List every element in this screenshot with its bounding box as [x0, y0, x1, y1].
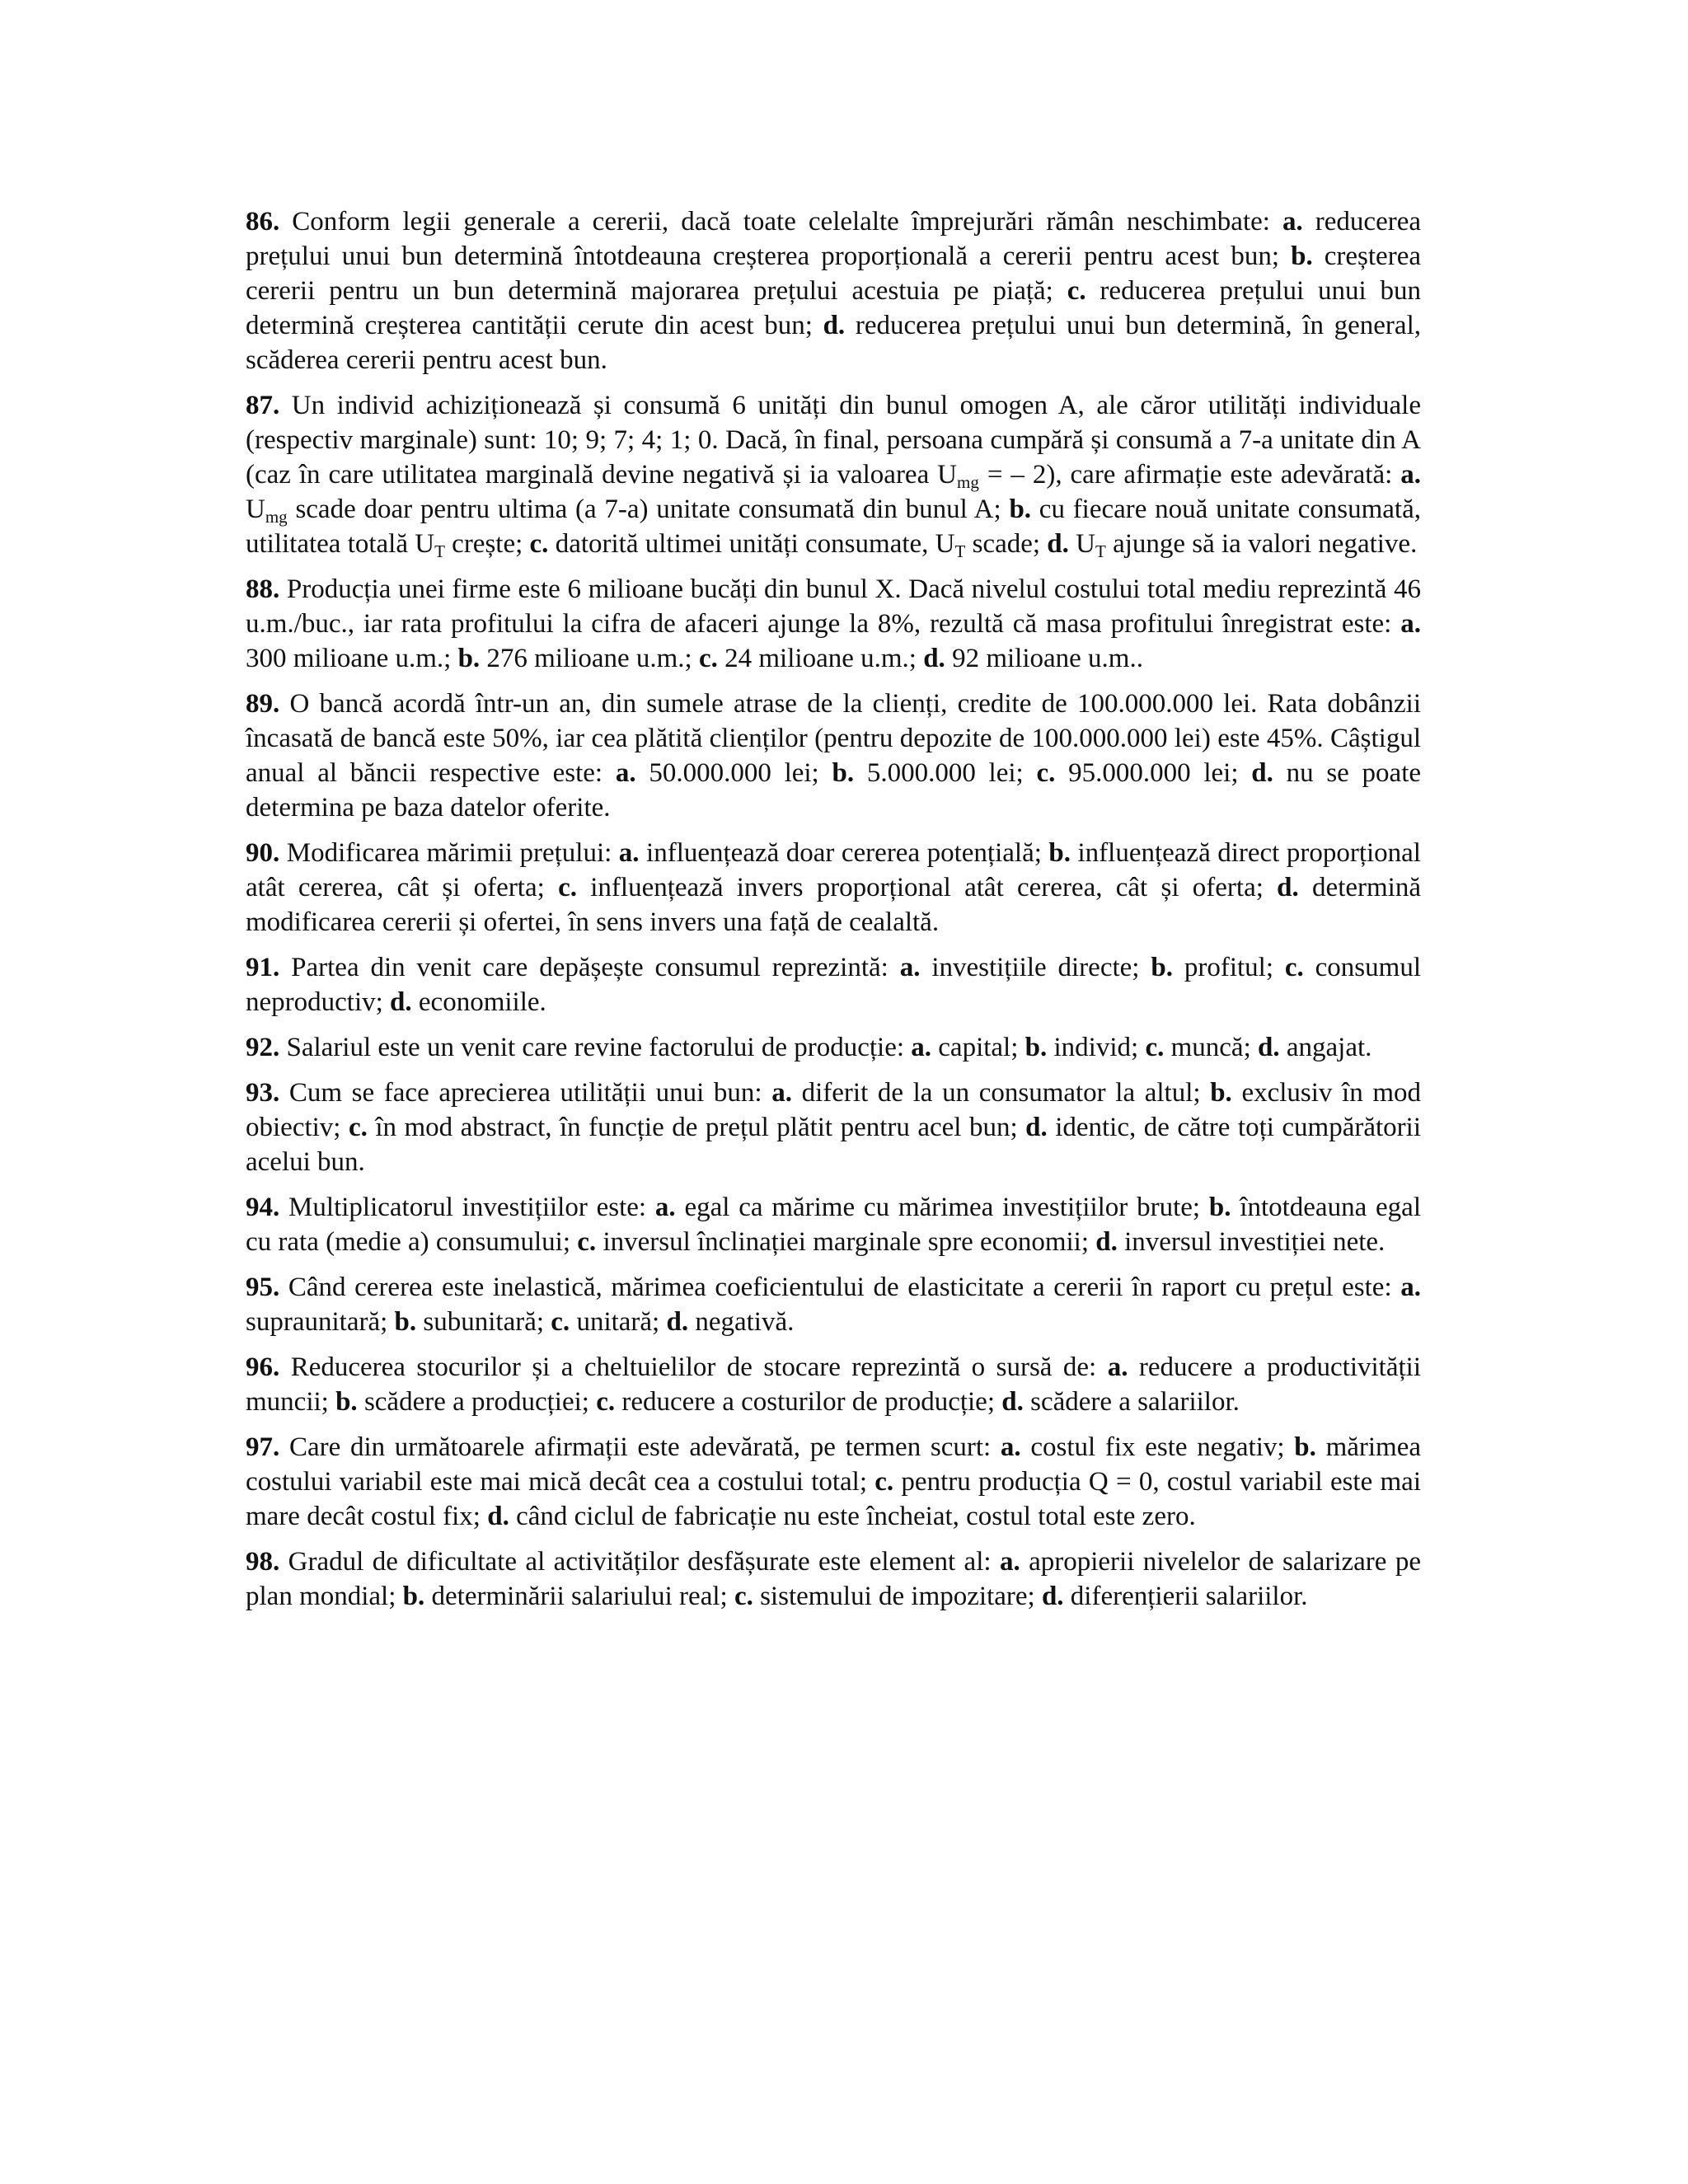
option-letter: a. [1400, 460, 1421, 490]
question-text: influențează doar cererea potențială; [639, 838, 1049, 868]
question-paragraph [246, 1030, 1421, 1065]
question-text: U [246, 494, 265, 524]
question-text: angajat. [1279, 1033, 1372, 1062]
question-number: 97. [246, 1432, 280, 1462]
option-letter: d. [1041, 1582, 1064, 1611]
option-letter: d. [1095, 1227, 1118, 1257]
option-letter: c. [1284, 953, 1304, 982]
question-text: Cum se face aprecierea utilității unui bun: [279, 1078, 772, 1108]
option-letter: a. [1400, 1272, 1421, 1302]
question-text: 95.000.000 lei; [1055, 758, 1252, 788]
option-letter: b. [1210, 1078, 1232, 1108]
option-letter: b. [1151, 953, 1173, 982]
subscript: T [1095, 541, 1106, 561]
question-text: reducerea prețului unui bun determină întotdeauna creșterea proporțională a cererii pentru acest bun; [246, 207, 1421, 271]
option-letter: a. [618, 838, 640, 868]
question-number: 98. [246, 1547, 280, 1577]
question-text: influențează invers proporțional atât cererea, cât și oferta; [576, 873, 1278, 902]
question-text: Care din următoarele afirmații este adevărată, pe termen scurt: [279, 1432, 1001, 1462]
question-text: muncă; [1164, 1033, 1258, 1062]
option-letter: b. [457, 644, 481, 673]
option-letter: d. [666, 1307, 689, 1337]
question-text: individ; [1047, 1033, 1146, 1062]
question-number: 87. [246, 391, 280, 420]
question-text: reducere a productivității muncii; [246, 1352, 1421, 1417]
question-paragraph [246, 1544, 1421, 1614]
option-letter: a. [1282, 207, 1303, 237]
question-text: 50.000.000 lei; [635, 758, 832, 788]
option-letter: d. [1001, 1387, 1024, 1417]
question-text: scade; [965, 529, 1048, 559]
option-letter: b. [335, 1387, 358, 1417]
option-letter: d. [823, 311, 846, 340]
question-paragraph [246, 950, 1421, 1019]
question-number: 91. [246, 953, 280, 982]
option-letter: d. [1047, 529, 1069, 559]
option-letter: c. [551, 1307, 570, 1337]
option-letter: a. [899, 953, 921, 982]
subscript: mg [265, 507, 288, 527]
question-text: Modificarea mărimii prețului: [279, 838, 619, 868]
question-number: 92. [246, 1033, 280, 1062]
question-paragraph [246, 1430, 1421, 1534]
subscript: T [954, 541, 966, 561]
option-letter: d. [1251, 758, 1273, 788]
option-letter: a. [911, 1033, 932, 1062]
question-text: Producția unei firme este 6 milioane bucăți din bunul X. Dacă nivelul costului total mediu reprezintă 46 u.m./buc., iar rata profitului la cifra de afaceri ajunge la 8%, rezultă că masa profitului înregistrat este: [246, 574, 1421, 639]
question-number: 89. [246, 689, 280, 719]
question-text: în mod abstract, în funcție de prețul plătit pentru acel bun; [367, 1113, 1026, 1142]
question-text: 276 milioane u.m.; [480, 644, 699, 673]
question-paragraph [246, 1190, 1421, 1259]
option-letter: b. [1009, 494, 1032, 524]
option-letter: a. [999, 1547, 1020, 1577]
question-text: reducere a costurilor de producție; [615, 1387, 1002, 1417]
document-page [246, 204, 1421, 1624]
question-text: reducerea prețului unui bun determină creșterea cantității cerute din acest bun; [246, 276, 1421, 340]
question-text: scădere a salariilor. [1023, 1387, 1240, 1417]
option-letter: d. [1025, 1113, 1048, 1142]
option-letter: b. [394, 1307, 417, 1337]
question-number: 88. [246, 574, 280, 604]
question-text: nu se poate determina pe baza datelor oferite. [246, 758, 1422, 823]
question-text: Salariul este un venit care revine factorului de producție: [279, 1033, 912, 1062]
option-letter: a. [615, 758, 636, 788]
question-text: ajunge să ia valori negative. [1105, 529, 1418, 559]
question-paragraph [246, 1270, 1421, 1339]
question-text: Când cererea este inelastică, mărimea coeficientului de elasticitate a cererii în raport cu prețul este: [279, 1272, 1401, 1302]
option-letter: a. [771, 1078, 792, 1108]
option-letter: b. [402, 1582, 425, 1611]
question-text: datorită ultimei unități consumate, U [548, 529, 955, 559]
question-text: 92 milioane u.m.. [945, 644, 1143, 673]
question-text: Partea din venit care depășește consumul reprezintă: [279, 953, 900, 982]
question-text: inversul înclinației marginale spre economii; [596, 1227, 1096, 1257]
question-text: supraunitară; [246, 1307, 395, 1337]
question-number: 95. [246, 1272, 280, 1302]
option-letter: d. [1277, 873, 1299, 902]
option-letter: b. [1048, 838, 1071, 868]
option-letter: d. [1258, 1033, 1280, 1062]
question-text: 24 milioane u.m.; [717, 644, 924, 673]
option-letter: b. [832, 758, 855, 788]
option-letter: a. [1107, 1352, 1128, 1382]
question-text: = – 2), care afirmație este adevărată: [978, 460, 1401, 490]
question-text: scade doar pentru ultima (a 7-a) unitate consumată din bunul A; [287, 494, 1010, 524]
option-letter: d. [487, 1502, 509, 1531]
option-letter: d. [390, 987, 412, 1017]
option-letter: c. [529, 529, 549, 559]
question-number: 93. [246, 1078, 280, 1108]
question-text: economiile. [411, 987, 546, 1017]
question-text: costul fix este negativ; [1020, 1432, 1295, 1462]
question-text: apropierii nivelelor de salarizare pe plan mondial; [246, 1547, 1421, 1611]
option-letter: c. [596, 1387, 616, 1417]
question-paragraph [246, 204, 1421, 377]
question-text: investițiile directe; [920, 953, 1151, 982]
option-letter: d. [923, 644, 945, 673]
option-letter: b. [1208, 1193, 1231, 1222]
option-letter: b. [1294, 1432, 1316, 1462]
question-text: exclusiv în mod obiectiv; [246, 1078, 1422, 1142]
question-text: crește; [444, 529, 530, 559]
option-letter: a. [654, 1193, 676, 1222]
question-text: creșterea cererii pentru un bun determină majorarea prețului acestuia pe piață; [246, 241, 1421, 306]
question-paragraph [246, 836, 1421, 940]
question-text: consumul neproductiv; [246, 953, 1421, 1017]
question-paragraph [246, 1350, 1421, 1419]
question-text: unitară; [570, 1307, 667, 1337]
question-text: întotdeauna egal cu rata (medie a) consumului; [246, 1193, 1421, 1257]
option-letter: c. [1145, 1033, 1165, 1062]
question-text: inversul investiției nete. [1117, 1227, 1386, 1257]
question-text: 5.000.000 lei; [854, 758, 1037, 788]
question-text: influențează direct proporțional atât cererea, cât și oferta; [246, 838, 1421, 902]
question-text: 300 milioane u.m.; [246, 644, 458, 673]
option-letter: c. [874, 1467, 894, 1497]
question-text: U [1068, 529, 1095, 559]
question-paragraph [246, 687, 1421, 825]
question-text: profitul; [1172, 953, 1285, 982]
question-paragraph [246, 1076, 1421, 1179]
question-number: 96. [246, 1352, 280, 1382]
question-text: capital; [931, 1033, 1025, 1062]
option-letter: b. [1025, 1033, 1048, 1062]
question-text: negativă. [688, 1307, 795, 1337]
question-paragraph [246, 572, 1421, 676]
question-text: sistemului de impozitare; [753, 1582, 1042, 1611]
option-letter: b. [1291, 241, 1313, 271]
question-text: identic, de către toți cumpărătorii acelui bun. [246, 1113, 1421, 1177]
question-text: cu fiecare nouă unitate consumată, utilitatea totală U [246, 494, 1421, 559]
question-text: O bancă acordă într-un an, din sumele atrase de la clienți, credite de 100.000.000 lei. Rata dobânzii încasată de bancă este 50%, iar cea plătită clienților (pentru depozite de 100.000.000 lei) este 45%. Câștigul anual al băncii respective este: [246, 689, 1421, 788]
question-number: 94. [246, 1193, 280, 1222]
question-text: Conform legii generale a cererii, dacă toate celelalte împrejurări rămân neschimbate: [279, 207, 1282, 237]
question-text: scădere a producției; [357, 1387, 597, 1417]
question-text: Un individ achiziționează și consumă 6 unități din bunul omogen A, ale căror utilități individuale (respectiv marginale) sunt: 10; 9; 7; 4; 1; 0. Dacă, în final, persoana cumpără și consumă a 7-a unitate din A (caz în care utilitatea marginală devine negativă și ia valoarea U [246, 391, 1421, 490]
question-text: egal ca mărime cu mărimea investițiilor brute; [675, 1193, 1209, 1222]
question-text: Multiplicatorul investițiilor este: [279, 1193, 655, 1222]
option-letter: c. [348, 1113, 368, 1142]
option-letter: c. [577, 1227, 597, 1257]
question-text: determină modificarea cererii și ofertei, în sens invers una față de cealaltă. [246, 873, 1421, 937]
option-letter: a. [1000, 1432, 1021, 1462]
option-letter: c. [1036, 758, 1056, 788]
question-text: reducerea prețului unui bun determină, în general, scăderea cererii pentru acest bun. [246, 311, 1421, 375]
question-text: determinării salariului real; [424, 1582, 734, 1611]
question-text: diferențierii salariilor. [1063, 1582, 1308, 1611]
question-text: pentru producția Q = 0, costul variabil este mai mare decât costul fix; [246, 1467, 1421, 1531]
option-letter: c. [558, 873, 577, 902]
question-text: Reducerea stocurilor și a cheltuielilor de stocare reprezintă o sursă de: [279, 1352, 1108, 1382]
question-text: Gradul de dificultate al activităților desfășurate este element al: [279, 1547, 1000, 1577]
question-number: 86. [246, 207, 280, 237]
option-letter: c. [1067, 276, 1086, 306]
question-paragraph [246, 388, 1421, 561]
option-letter: c. [698, 644, 718, 673]
subscript: T [434, 541, 445, 561]
question-text: mărimea costului variabil este mai mică decât cea a costului total; [246, 1432, 1422, 1497]
question-text: subunitară; [416, 1307, 551, 1337]
question-text: când ciclul de fabricație nu este încheiat, costul total este zero. [509, 1502, 1196, 1531]
option-letter: a. [1400, 609, 1421, 639]
option-letter: c. [734, 1582, 753, 1611]
question-number: 90. [246, 838, 280, 868]
question-text: diferit de la un consumator la altul; [791, 1078, 1211, 1108]
subscript: mg [957, 472, 979, 492]
